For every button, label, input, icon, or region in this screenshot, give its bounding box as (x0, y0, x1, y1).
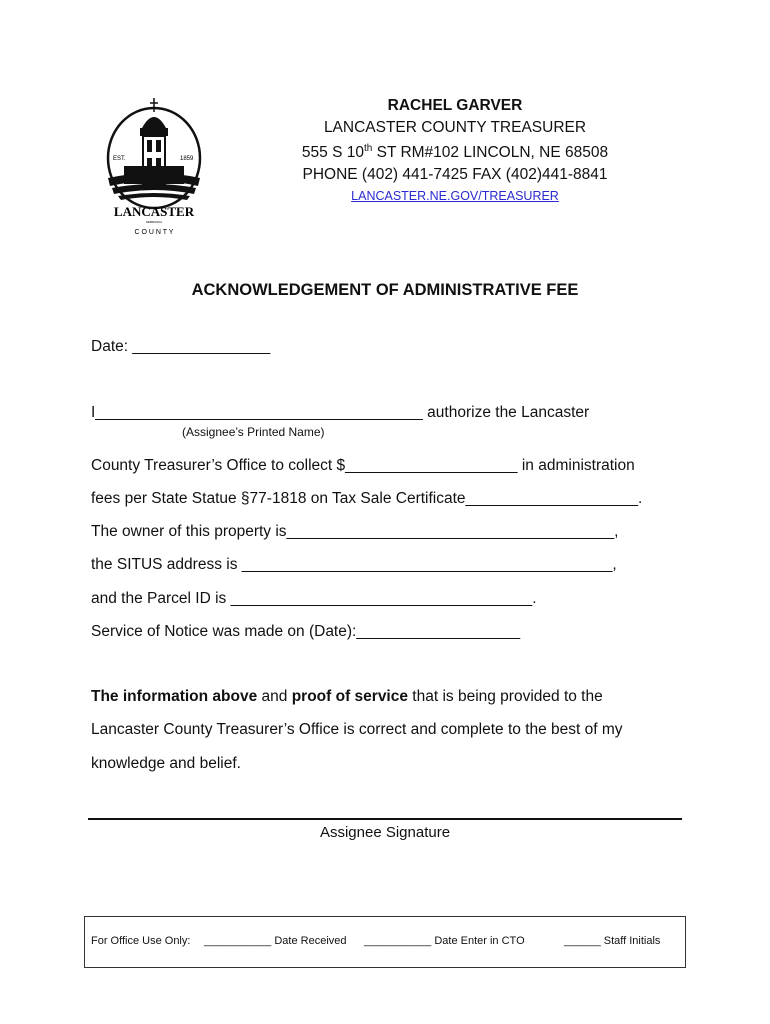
form-title: ACKNOWLEDGEMENT OF ADMINISTRATIVE FEE (191, 281, 579, 299)
logo-county: C O U N T Y (134, 229, 174, 236)
certification-and: and (257, 688, 292, 705)
office-address (240, 138, 670, 164)
letterhead (240, 95, 670, 208)
certification-bold-2: proof of service (291, 688, 408, 705)
address-rest: ST RM#102 LINCOLN, NE 68508 (372, 144, 609, 162)
signature-line[interactable] (88, 818, 682, 820)
assignee-hint: (Assignee’s Printed Name) (182, 425, 325, 439)
address-street: 555 S 10 (301, 144, 364, 162)
certification-bold-1: The information above (91, 688, 258, 705)
fee-amount-field[interactable]: County Treasurer’s Office to collect $____________________ in administration (91, 457, 635, 474)
office-use-label: For Office Use Only: (91, 935, 191, 947)
property-owner-field[interactable]: The owner of this property is______________________________________, (91, 523, 619, 540)
date-field[interactable]: Date: ________________ (91, 338, 271, 355)
courthouse-seal-icon (90, 96, 218, 238)
staff-initials-field[interactable]: ______ Staff Initials (564, 935, 661, 947)
certification-line-2: Lancaster County Treasurer’s Office is correct and complete to the best of my (91, 721, 623, 738)
est-year: 1859 (180, 156, 194, 162)
date-received-field[interactable]: ___________ Date Received (204, 935, 347, 947)
treasurer-title: LANCASTER COUNTY TREASURER (323, 118, 587, 136)
logo-tagline: NEBRASKA (145, 220, 163, 224)
lancaster-county-logo (90, 96, 218, 238)
certification-line-3: knowledge and belief. (91, 755, 241, 772)
parcel-id-field[interactable]: and the Parcel ID is ___________________________________. (91, 590, 537, 607)
assignee-name-field[interactable]: I______________________________________ authorize the Lancaster (91, 404, 590, 421)
certification-line-1 (91, 688, 603, 706)
service-date-field[interactable]: Service of Notice was made on (Date):___________________ (91, 623, 521, 640)
address-suffix: th (363, 143, 373, 154)
certification-rest: that is being provided to the (407, 688, 603, 705)
office-phone-fax: PHONE (402) 441-7425 FAX (402)441-8841 (302, 165, 608, 183)
logo-name: LANCASTER (113, 204, 195, 219)
signature-label: Assignee Signature (319, 824, 451, 841)
situs-address-field[interactable]: the SITUS address is ___________________________________________, (91, 556, 617, 573)
tax-certificate-field[interactable]: fees per State Statue §77-1818 on Tax Sale Certificate____________________. (91, 490, 643, 507)
est-label: EST. (113, 156, 126, 162)
date-enter-cto-field[interactable]: ___________ Date Enter in CTO (364, 935, 525, 947)
treasurer-name: RACHEL GARVER (387, 97, 523, 114)
website-link[interactable]: LANCASTER.NE.GOV/TREASURER (351, 189, 559, 204)
